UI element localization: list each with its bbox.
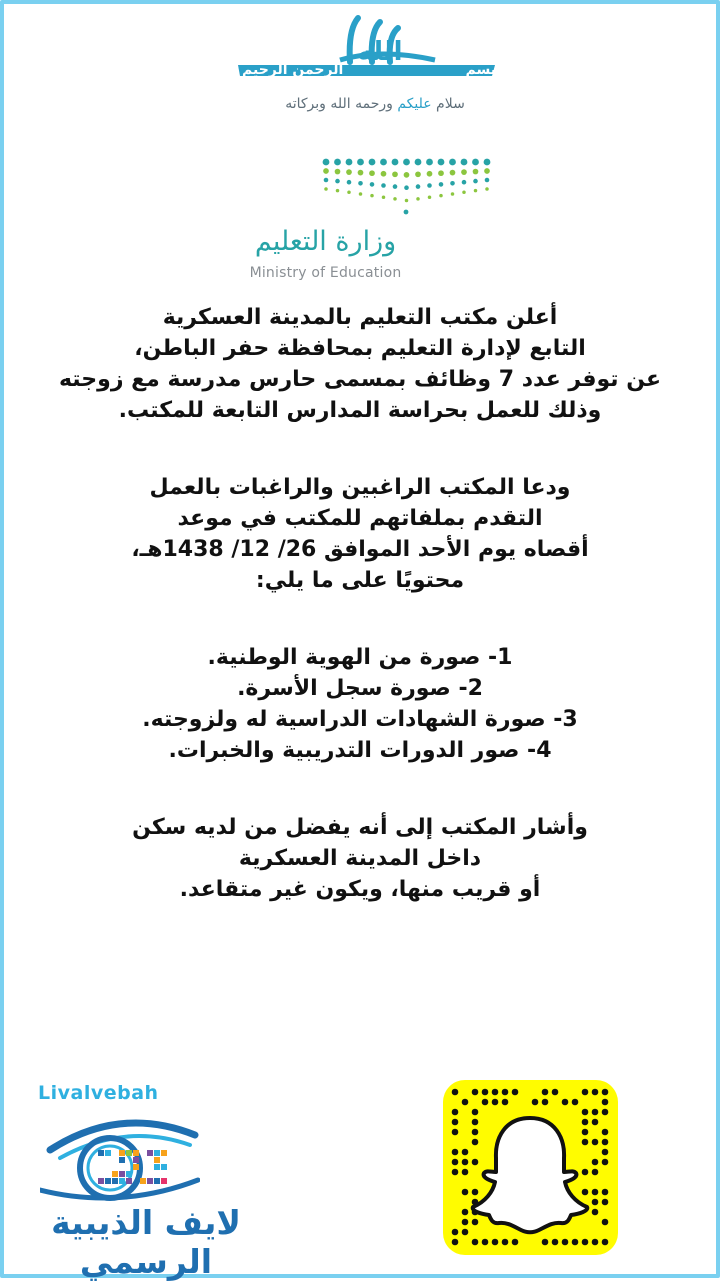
greeting-part-2: عليكم	[397, 96, 432, 112]
greeting-part-3: ورحمه الله وبركاته	[285, 96, 398, 112]
text-line: عن توفر عدد 7 وظائف بمسمى حارس مدرسة مع زوجته	[58, 367, 662, 392]
requirements-list	[14, 642, 706, 766]
text-line: أو قريب منها، ويكون غير متقاعد.	[179, 877, 541, 902]
snapchat-ghost-icon	[473, 1118, 588, 1232]
text-line: وذلك للعمل بحراسة المدارس التابعة للمكتب.	[118, 398, 602, 423]
text-line: داخل المدينة العسكرية	[238, 846, 482, 871]
list-item: 2- صورة سجل الأسرة.	[237, 676, 483, 701]
brand-name-en: Livalvebah	[38, 1082, 159, 1104]
basmala-part-bism: بسم	[465, 62, 496, 78]
text-line: أقصاه يوم الأحد الموافق 26/ 12/ 1438هـ،	[131, 537, 589, 562]
brand-eye-logo-icon	[40, 1110, 200, 1205]
list-item: 1- صورة من الهوية الوطنية.	[207, 645, 513, 670]
list-item: 3- صورة الشهادات الدراسية له ولزوجته.	[142, 707, 578, 732]
paragraph-3	[14, 812, 706, 905]
basmala-part-rahman: الرحمن الرحيم	[242, 62, 344, 78]
announcement-body	[14, 302, 706, 905]
greeting-part-1: سلام	[431, 96, 465, 112]
paragraph-1	[14, 302, 706, 426]
text-line: محتويًا على ما يلي:	[255, 568, 465, 593]
ministry-name-ar: وزارة التعليم	[254, 226, 397, 257]
ministry-name-en: Ministry of Education	[249, 265, 402, 281]
text-line: ودعا المكتب الراغبين والراغبات بالعمل	[149, 475, 571, 500]
text-line: وأشار المكتب إلى أنه يفضل من لديه سكن	[132, 815, 588, 840]
basmala-calligraphy	[230, 10, 500, 90]
list-item: 4- صور الدورات التدريبية والخبرات.	[168, 738, 552, 763]
snapcode	[443, 1080, 618, 1255]
text-line: التابع لإدارة التعليم بمحافظة حفر الباطن،	[134, 336, 586, 361]
basmala-part-allah: الله	[357, 37, 403, 67]
greeting	[255, 96, 495, 112]
brand-name-ar: لايف الذيبية الرسمي	[51, 1203, 241, 1281]
text-line: التقدم بملفاتهم للمكتب في موعد	[177, 506, 543, 531]
paragraph-2	[14, 472, 706, 596]
ministry-logo-icon	[318, 156, 493, 218]
text-line: أعلن مكتب التعليم بالمدينة العسكرية	[162, 305, 558, 330]
